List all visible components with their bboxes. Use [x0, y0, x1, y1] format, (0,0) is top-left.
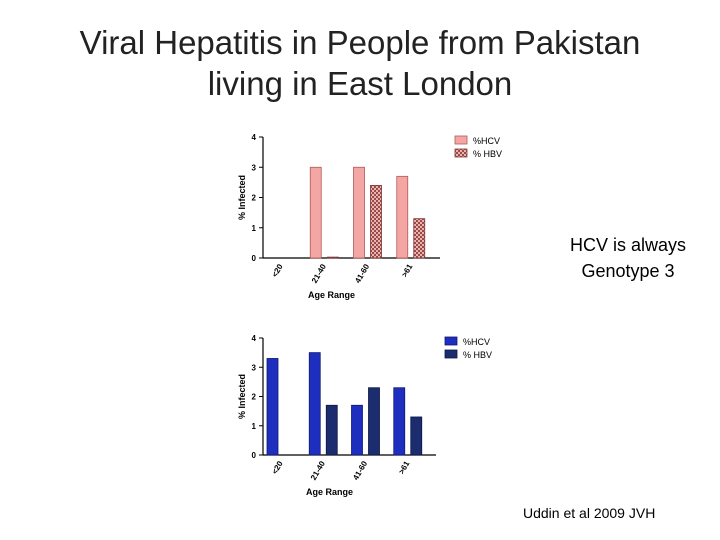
y-tick-label: 4 [251, 334, 256, 343]
y-tick-label: 0 [251, 451, 256, 460]
y-tick-label: 3 [251, 363, 256, 373]
legend-swatch [445, 350, 457, 358]
bar-hcv [397, 176, 408, 258]
bar-hbv [327, 257, 338, 258]
bar-hcv [309, 353, 320, 455]
y-tick-label: 1 [251, 421, 256, 431]
bar-hcv [267, 358, 278, 455]
legend-label: %HCV [463, 337, 491, 347]
legend-label: % HBV [463, 350, 493, 360]
y-axis-title: % Infected [237, 174, 247, 221]
legend-swatch [445, 337, 457, 345]
x-tick-label: <20 [270, 459, 285, 476]
bar-hbv [371, 185, 382, 258]
bar-hcv [354, 167, 365, 258]
genotype-note-line-1: HCV is always [569, 235, 687, 255]
x-tick-label: 41-60 [351, 459, 370, 482]
x-tick-label: 41-60 [353, 262, 372, 285]
legend-swatch [455, 149, 467, 157]
y-axis-title: % Infected [237, 373, 247, 420]
genotype-note-line-2: Genotype 3 [581, 261, 675, 281]
bar-hbv [414, 219, 425, 258]
y-tick-label: 1 [251, 223, 256, 233]
x-axis-title: Age Range [307, 290, 356, 300]
bar-hbv [411, 417, 422, 455]
legend-label: %HCV [473, 136, 501, 146]
legend-label: % HBV [473, 149, 503, 159]
chart-hepatitis-ethnicity-2 [237, 334, 492, 497]
x-tick-label: 21-40 [308, 459, 327, 482]
citation: Uddin et al 2009 JVH [523, 505, 656, 521]
y-tick-label: 2 [251, 193, 256, 203]
y-tick-label: 3 [251, 163, 256, 173]
y-tick-label: 2 [251, 392, 256, 402]
y-tick-label: 0 [251, 254, 256, 263]
x-tick-label: 21-40 [309, 262, 328, 285]
x-axis-title: Age Range [305, 487, 354, 497]
bar-hcv [394, 388, 405, 455]
slide-title-line-2: living in East London [207, 65, 513, 102]
legend-swatch [455, 136, 467, 144]
bar-hbv [326, 405, 337, 455]
bar-hcv [310, 167, 321, 258]
bar-hcv [352, 405, 363, 455]
x-tick-label: >61 [396, 459, 412, 476]
y-tick-label: 4 [251, 133, 256, 142]
slide-title-line-1: Viral Hepatitis in People from Pakistan [79, 24, 641, 61]
x-tick-label: <20 [270, 262, 285, 279]
chart-hepatitis-ethnicity-1 [237, 133, 502, 300]
x-tick-label: >61 [399, 262, 415, 279]
bar-hbv [369, 388, 380, 455]
